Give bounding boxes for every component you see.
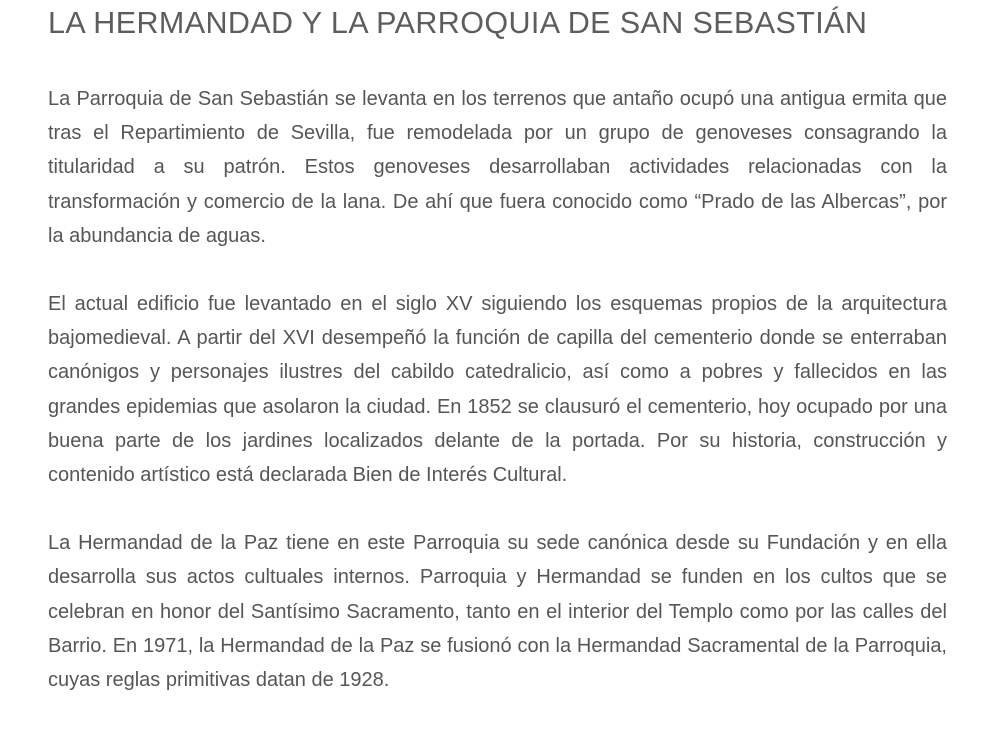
article-paragraph-1: La Parroquia de San Sebastián se levanta en los terrenos que antaño ocupó una antigua ermita que tras el Repartimiento de Sevilla, fue remodelada por un grupo de genoveses consagrando la titularidad a su patrón. Estos genoveses desarrollaban actividades relacionadas con la transformación y comercio de la lana. De ahí que fuera conocido como “Prado de las Albercas”, por la abundancia de aguas. xyxy=(48,88,947,247)
article-paragraph-3: La Hermandad de la Paz tiene en este Parroquia su sede canónica desde su Fundación y en ella desarrolla sus actos cultuales internos. Parroquia y Hermandad se funden en los cultos que se celebran en honor del Santísimo Sacramento, tanto en el interior del Templo como por las calles del Barrio. En 1971, la Hermandad de la Paz se fusionó con la Hermandad Sacramental de la Parroquia, cuyas reglas primitivas datan de 1928. xyxy=(48,532,947,692)
article-title: LA HERMANDAD Y LA PARROQUIA DE SAN SEBASTIÁN xyxy=(48,6,868,40)
article-paragraph-2: El actual edificio fue levantado en el siglo XV siguiendo los esquemas propios de la arquitectura bajomedieval. A partir del XVI desempeñó la función de capilla del cementerio donde se enterraban canónigos y personajes ilustres del cabildo catedralicio, así como a pobres y fallecidos en las grandes epidemias que asolaron la ciudad. En 1852 se clausuró el cementerio, hoy ocupado por una buena parte de los jardines localizados delante de la portada. Por su historia, construcción y contenido artístico está declarada Bien de Interés Cultural. xyxy=(48,293,947,487)
